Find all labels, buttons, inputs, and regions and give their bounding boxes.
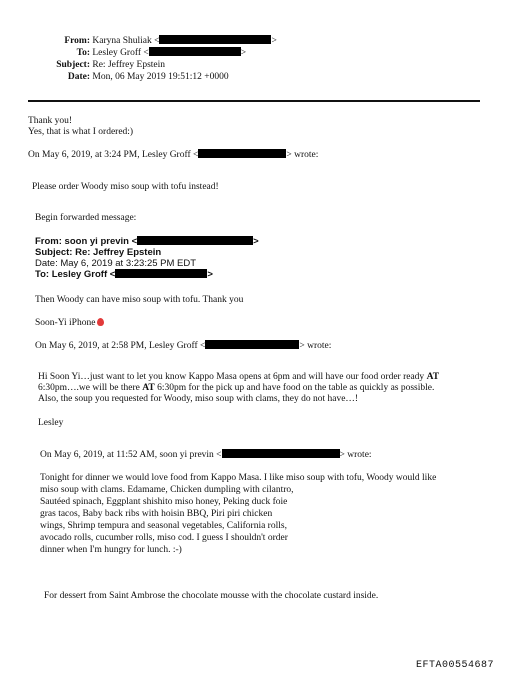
quote-prefix: On May 6, 2019, at 2:58 PM, Lesley Groff < [35,341,206,351]
header-subject-row [44,59,165,71]
balloon-icon [97,318,104,326]
redaction-bar [159,35,271,44]
reply-2-text: Please order Woody miso soup with tofu instead! [32,182,219,192]
redaction-bar [115,269,207,278]
bates-stamp: EFTA00554687 [416,660,495,671]
close-bracket: > [240,48,247,58]
redaction-bar [149,47,241,56]
from-label: From: [64,36,90,46]
forwarded-subject: Subject: Re: Jeffrey Epstein [35,247,162,258]
reply-line-2: Yes, that is what I ordered:) [28,127,134,137]
quote-header-3 [40,449,372,461]
from-value: Karyna Shuliak < [92,36,160,46]
redaction-bar [198,149,286,158]
quote-suffix: > wrote: [299,341,332,351]
text-part: 6:30pm….we will be there [38,383,143,393]
forward-label: Begin forwarded message: [35,213,137,223]
forwarded-from-text: From: soon yi previn < [35,236,138,247]
signature-text: Soon-Yi iPhone [35,318,96,328]
text-part: Hi Soon Yi…just want to let you know Kappo Masa opens at 6pm and will have our food order ready [38,372,427,382]
to-label: To: [76,48,90,58]
date-label: Date: [67,72,90,82]
forwarded-from [35,236,259,248]
soonyi-signature [35,317,104,329]
subject-value: Re: Jeffrey Epstein [92,60,166,70]
close-bracket: > [271,36,277,46]
quote-suffix: > wrote: [286,150,319,160]
forwarded-to-text: To: Lesley Groff < [35,269,116,280]
date-value: Mon, 06 May 2019 19:51:12 +0000 [92,72,229,82]
forwarded-date: Date: May 6, 2019 at 3:23:25 PM EDT [35,258,197,269]
order-line: gras tacos, Baby back ribs with hoisin BBQ, Piri piri chicken [40,509,273,519]
order-line: miso soup with clams. Edamame, Chicken dumpling with cilantro, [40,485,294,495]
order-line: Tonight for dinner we would love food from Kappo Masa. I like miso soup with tofu, Woody would like [40,473,437,483]
forwarded-to [35,269,213,281]
text-part: 6:30pm for the pick up and have food on the table as quickly as possible. [154,383,435,393]
reply-line-1: Thank you! [28,116,73,126]
order-line: wings, Shrimp tempura and seasonal vegetables, California rolls, [40,521,287,531]
quote-prefix: On May 6, 2019, at 3:24 PM, Lesley Groff < [28,150,199,160]
header-to-row [44,47,246,59]
order-line: avocado rolls, cucumber rolls, miso cod. I guess I shouldn't order [40,533,288,543]
header-date-row [44,71,229,83]
header-divider [28,100,480,102]
lesley-signature: Lesley [38,418,64,428]
lesley-line-3: Also, the soup you requested for Woody, miso soup with clams, they do not have…! [38,394,359,404]
subject-label: Subject: [56,60,90,70]
dessert-line: For dessert from Saint Ambrose the chocolate mousse with the chocolate custard inside. [44,591,379,601]
soonyi-text: Then Woody can have miso soup with tofu. Thank you [35,295,244,305]
bold-part: AT [142,383,155,393]
close-bracket: > [207,269,213,280]
order-line: Sautéed spinach, Eggplant shishito miso honey, Peking duck foie [40,497,288,507]
bold-part: AT [426,372,440,382]
header-from-row [44,35,277,47]
quote-header-2 [35,340,331,352]
redaction-bar [205,340,299,349]
quote-header-1 [28,149,318,161]
quote-prefix: On May 6, 2019, at 11:52 AM, soon yi previn < [40,450,222,460]
redaction-bar [222,449,340,458]
close-bracket: > [253,236,259,247]
quote-suffix: > wrote: [339,450,372,460]
order-line: dinner when I'm hungry for lunch. :-) [40,545,182,555]
to-value: Lesley Groff < [92,48,149,58]
redaction-bar [137,236,253,245]
